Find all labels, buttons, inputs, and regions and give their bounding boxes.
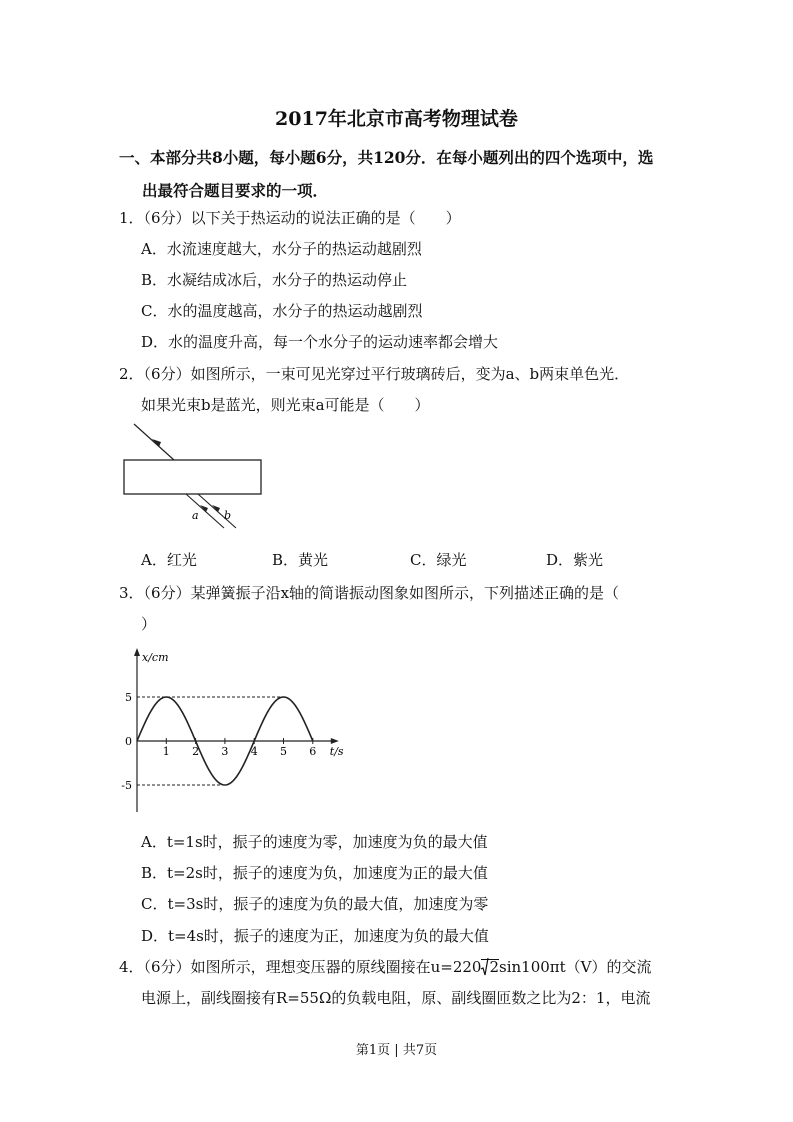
page-footer: 第1页 | 共7页 xyxy=(355,1043,438,1058)
q3-stem-line2: ） xyxy=(141,615,157,633)
x-tick-label: 6 xyxy=(309,745,317,758)
q2-option-b: B．黄光 xyxy=(272,551,329,569)
incident-ray xyxy=(134,424,174,460)
q2-option-c: C．绿光 xyxy=(410,551,467,569)
x-tick-label: 5 xyxy=(280,745,287,758)
x-tick-label: 2 xyxy=(192,745,200,758)
q3-option-b: B．t=2s时，振子的速度为负，加速度为正的最大值 xyxy=(141,864,488,882)
glass-slab xyxy=(124,460,261,494)
x-axis-label: t/s xyxy=(329,745,344,758)
q3-option-c: C．t=3s时，振子的速度为负的最大值，加速度为零 xyxy=(141,895,489,913)
oscillation-chart xyxy=(110,644,350,816)
radical-icon xyxy=(480,958,489,976)
y-axis-arrow-icon xyxy=(134,648,140,656)
q4-stem-pre: 4．（6分）如图所示，理想变压器的原线圈接在u=220 xyxy=(119,958,482,976)
incident-arrow-icon xyxy=(152,439,161,447)
q2-stem-line1: 2．（6分）如图所示，一束可见光穿过平行玻璃砖后，变为a、b两束单色光． xyxy=(119,365,630,383)
sqrt-symbol xyxy=(481,959,499,975)
q1-option-d: D．水的温度升高，每一个水分子的运动速率都会增大 xyxy=(141,333,499,351)
page-title: 2017年北京市高考物理试卷 xyxy=(275,108,518,130)
ray-a-arrow-icon xyxy=(200,505,208,512)
q2-option-a: A．红光 xyxy=(141,551,197,569)
ray-b-arrow-icon xyxy=(212,505,220,512)
q4-stem-line2: 电源上，副线圈接有R=55Ω的负载电阻，原、副线圈匝数之比为2：1，电流 xyxy=(141,989,651,1007)
x-tick-label: 1 xyxy=(162,745,170,758)
glass-slab-figure xyxy=(110,420,280,530)
q4-stem-post: sin100πt（V）的交流 xyxy=(499,958,652,976)
q1-option-a: A．水流速度越大，水分子的热运动越剧烈 xyxy=(141,240,422,258)
x-tick-label: 3 xyxy=(221,745,229,758)
x-axis-arrow-icon xyxy=(331,738,339,744)
q1-option-c: C．水的温度越高，水分子的热运动越剧烈 xyxy=(141,302,423,320)
q1-stem: 1．（6分）以下关于热运动的说法正确的是（ ） xyxy=(119,209,461,227)
section-heading-line2: 出最符合题目要求的一项． xyxy=(142,181,329,200)
q2-stem-line2: 如果光束b是蓝光，则光束a可能是（ ） xyxy=(141,396,430,414)
q4-stem-line1 xyxy=(119,956,652,977)
q2-option-d: D．紫光 xyxy=(546,551,604,569)
y-tick-label-min: -5 xyxy=(121,779,132,792)
x-tick-label: 4 xyxy=(250,745,258,758)
q3-option-d: D．t=4s时，振子的速度为正，加速度为负的最大值 xyxy=(141,927,489,945)
ray-a-label: a xyxy=(192,509,199,522)
y-tick-label-zero: 0 xyxy=(125,735,132,748)
sqrt-argument: 2 xyxy=(489,958,499,976)
q3-option-a: A．t=1s时，振子的速度为零，加速度为负的最大值 xyxy=(141,833,488,851)
ray-b-label: b xyxy=(224,509,232,522)
y-tick-label-max: 5 xyxy=(125,691,132,704)
q3-stem-line1: 3．（6分）某弹簧振子沿x轴的简谐振动图象如图所示，下列描述正确的是（ xyxy=(119,584,620,602)
q1-option-b: B．水凝结成冰后，水分子的热运动停止 xyxy=(141,271,408,289)
y-axis-label: x/cm xyxy=(142,651,169,664)
section-heading-line1: 一、本部分共8小题，每小题6分，共120分．在每小题列出的四个选项中，选 xyxy=(119,148,654,167)
